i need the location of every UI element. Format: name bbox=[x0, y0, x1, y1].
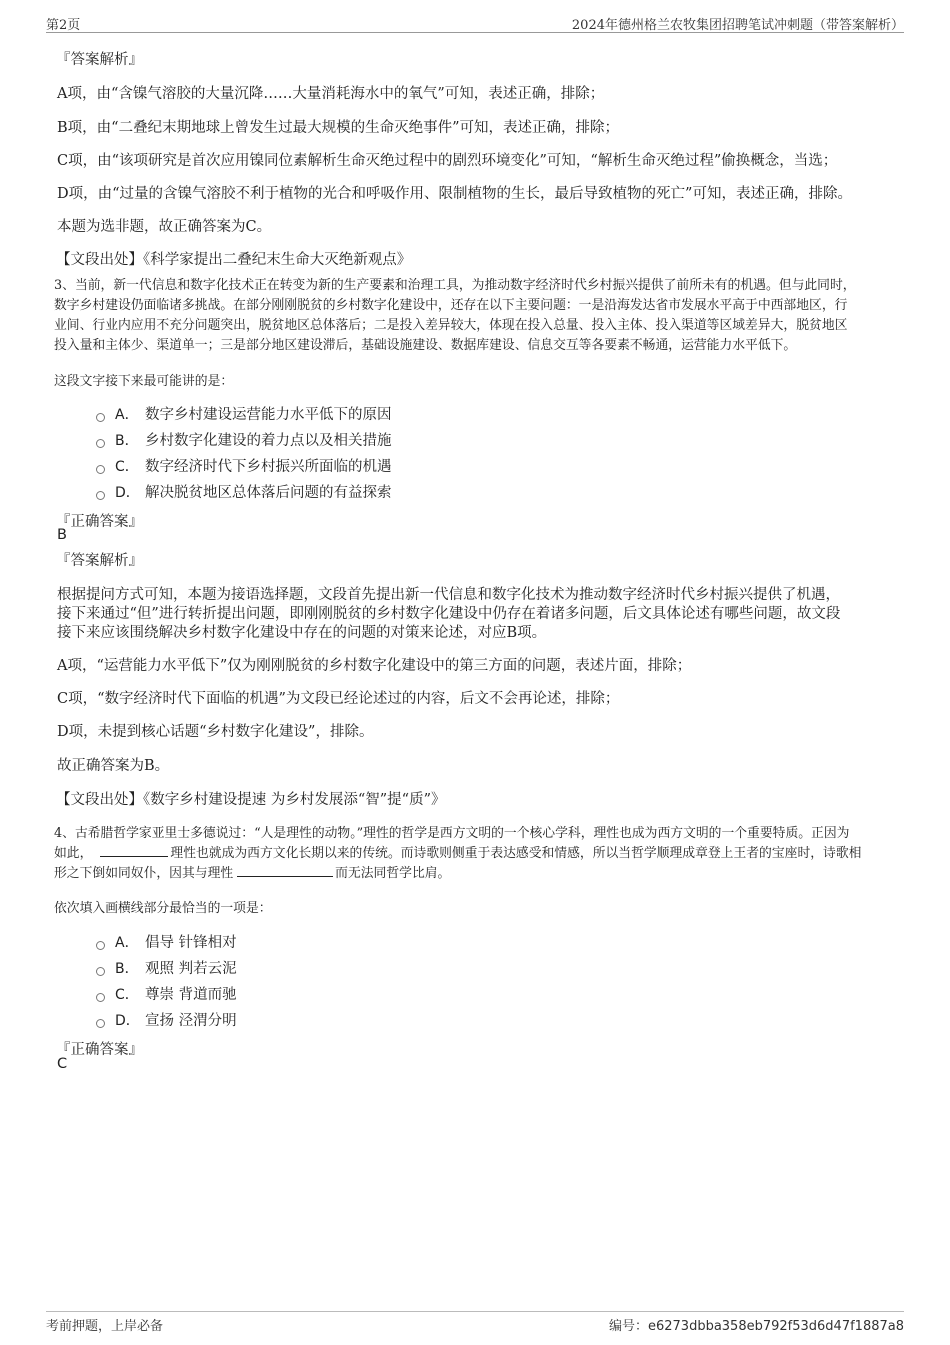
source-citation: 【文段出处】《数字乡村建设提速 为乡村发展添“智”提“质”》 bbox=[56, 792, 446, 808]
radio-icon[interactable] bbox=[96, 993, 105, 1002]
question-body-line: 4、古希腊哲学家亚里士多德说过：“人是理性的动物。”理性的哲学是西方文明的一个核心学科，理性也成为西方文明的一个重要特质。正因为 bbox=[54, 826, 850, 841]
question-body-line: 业间、行业内应用不充分问题突出，脱贫地区总体落后；二是投入差异较大，体现在投入总量、投入主体、投入渠道等区域差异大，脱贫地区 bbox=[54, 318, 848, 333]
option-c[interactable]: C． 数字经济时代下乡村振兴所面临的机遇 bbox=[96, 455, 392, 476]
analysis-line: B项，由“二叠纪末期地球上曾发生过最大规模的生命灭绝事件”可知，表述正确，排除； bbox=[57, 120, 619, 136]
page-footer bbox=[46, 1311, 904, 1337]
page-header bbox=[46, 14, 904, 33]
option-a[interactable]: A． 倡导 针锋相对 bbox=[96, 931, 237, 952]
analysis-line: D项，未提到核心话题“乡村数字化建设”，排除。 bbox=[57, 724, 374, 740]
correct-answer: C bbox=[57, 1056, 68, 1072]
option-b[interactable]: B． 乡村数字化建设的着力点以及相关措施 bbox=[96, 429, 392, 450]
analysis-line: A项，由“含镍气溶胶的大量沉降……大量消耗海水中的氧气”可知，表述正确，排除； bbox=[57, 86, 605, 102]
question-stem: 这段文字接下来最可能讲的是： bbox=[54, 374, 234, 389]
radio-icon[interactable] bbox=[96, 941, 105, 950]
analysis-line: C项，由“该项研究是首次应用镍同位素解析生命灭绝过程中的剧烈环境变化”可知，“解析生命灭绝过程”偷换概念，当选； bbox=[57, 153, 838, 169]
analysis-paragraph-line: 接下来通过“但”进行转折提出问题，即刚刚脱贫的乡村数字化建设中仍存在着诸多问题，后文具体论述有哪些问题，故文段 bbox=[57, 606, 841, 622]
question-body-line: 投入量和主体少、渠道单一；三是部分地区建设滞后，基础设施建设、数据库建设、信息交互等各要素不畅通，运营能力水平低下。 bbox=[54, 338, 797, 353]
radio-icon[interactable] bbox=[96, 413, 105, 422]
analysis-conclusion: 本题为选非题，故正确答案为C。 bbox=[57, 219, 272, 235]
analysis-line: C项，“数字经济时代下面临的机遇”为文段已经论述过的内容，后文不会再论述，排除； bbox=[57, 691, 620, 707]
option-c[interactable]: C． 尊崇 背道而驰 bbox=[96, 983, 237, 1004]
page-number: 第2页 bbox=[46, 18, 81, 33]
analysis-paragraph-line: 接下来应该围绕解决乡村数字化建设中存在的问题的对策来论述，对应B项。 bbox=[57, 625, 547, 641]
correct-answer: B bbox=[57, 527, 67, 543]
option-d[interactable]: D． 宣扬 泾渭分明 bbox=[96, 1009, 237, 1030]
answer-label: 『正确答案』 bbox=[56, 514, 143, 530]
question-body-line: 如此， 理性也就成为西方文化长期以来的传统。而诗歌则侧重于表达感受和情感，所以当哲学顺理成章登上王者的宝座时，诗歌相 bbox=[54, 846, 862, 861]
question-body-line: 3、当前，新一代信息和数字化技术正在转变为新的生产要素和治理工具，为推动数字经济时代乡村振兴提供了前所未有的机遇。但与此同时， bbox=[54, 278, 856, 293]
analysis-label: 『答案解析』 bbox=[56, 52, 143, 68]
option-a[interactable]: A． 数字乡村建设运营能力水平低下的原因 bbox=[96, 403, 392, 424]
analysis-line: A项，“运营能力水平低下”仅为刚刚脱贫的乡村数字化建设中的第三方面的问题，表述片面，排除； bbox=[57, 658, 692, 674]
document-code: 编号：e6273dbba358eb792f53d6d47f1887a8 bbox=[608, 1319, 904, 1334]
radio-icon[interactable] bbox=[96, 439, 105, 448]
analysis-label: 『答案解析』 bbox=[56, 553, 143, 569]
analysis-line: D项，由“过量的含镍气溶胶不利于植物的光合和呼吸作用、限制植物的生长，最后导致植物的死亡”可知，表述正确，排除。 bbox=[57, 186, 852, 202]
fill-blank bbox=[100, 844, 168, 857]
source-citation: 【文段出处】《科学家提出二叠纪末生命大灭绝新观点》 bbox=[56, 252, 412, 268]
radio-icon[interactable] bbox=[96, 1019, 105, 1028]
analysis-conclusion: 故正确答案为B。 bbox=[57, 758, 170, 774]
radio-icon[interactable] bbox=[96, 491, 105, 500]
footer-slogan: 考前押题，上岸必备 bbox=[46, 1319, 164, 1334]
answer-label: 『正确答案』 bbox=[56, 1042, 143, 1058]
question-body-line: 数字乡村建设仍面临诸多挑战。在部分刚刚脱贫的乡村数字化建设中，还存在以下主要问题：一是沿海发达省市发展水平高于中西部地区，行 bbox=[54, 298, 848, 313]
question-body-line: 形之下倒如同奴仆，因其与理性 而无法同哲学比肩。 bbox=[54, 866, 451, 881]
analysis-paragraph-line: 根据提问方式可知，本题为接语选择题，文段首先提出新一代信息和数字化技术为推动数字经济时代乡村振兴提供了机遇， bbox=[57, 587, 840, 603]
fill-blank bbox=[237, 864, 333, 877]
radio-icon[interactable] bbox=[96, 465, 105, 474]
option-d[interactable]: D． 解决脱贫地区总体落后问题的有益探索 bbox=[96, 481, 392, 502]
document-title: 2024年德州格兰农牧集团招聘笔试冲刺题（带答案解析） bbox=[571, 18, 904, 33]
option-b[interactable]: B． 观照 判若云泥 bbox=[96, 957, 237, 978]
radio-icon[interactable] bbox=[96, 967, 105, 976]
question-stem: 依次填入画横线部分最恰当的一项是： bbox=[54, 901, 272, 916]
